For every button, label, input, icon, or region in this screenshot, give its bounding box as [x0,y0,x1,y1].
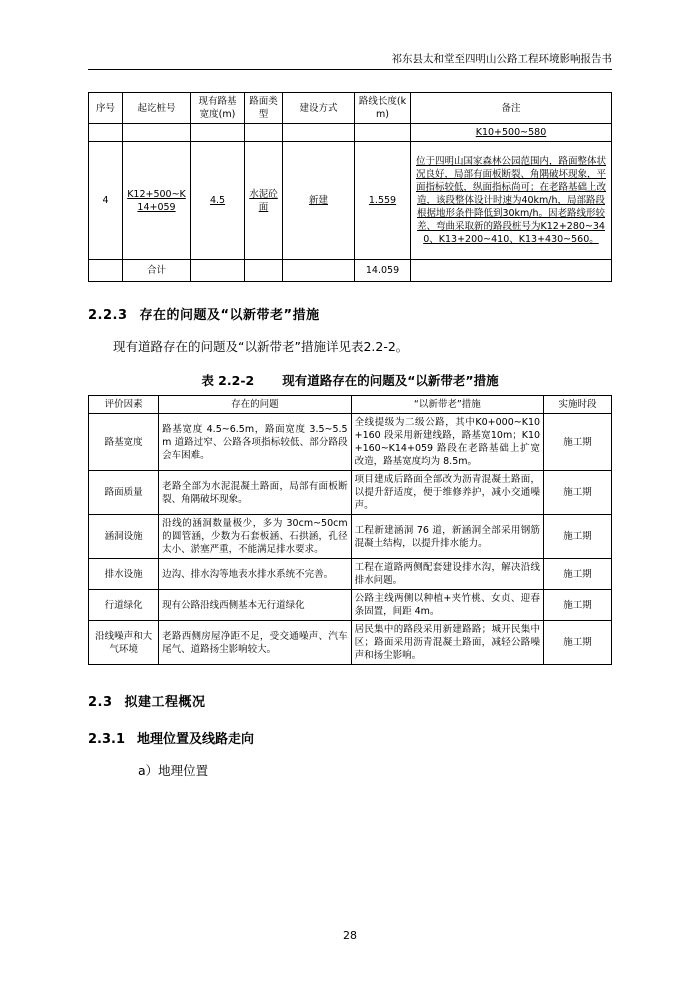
cell-total-length: 14.059 [355,260,411,282]
cell-note: 位于四明山国家森林公园范围内，路面整体状况良好，局部有面板断裂、角隅破坏现象，平面指标较低，纵面指标尚可；在老路基础上改造，该段整体设计时速为40km/h，局部路段根据地形条件降低到30km/h。因老路线形较差、弯曲采取新的路段桩号为K12+280~340、K13+200~410、K13+430~560。 [411,142,612,260]
cell-measure: 项目建成后路面全部改为沥青混凝土路面，以提升舒适度，便于维修养护，减小交通噪声。 [351,471,543,515]
table-row [89,93,612,124]
section-number-231: 2.3.1 [88,732,126,747]
cell-factor: 路基宽度 [89,414,159,471]
cell-measure: 工程在道路两侧配套建设排水沟，解决沿线排水问题。 [351,559,543,590]
cell-problem: 老路西侧房屋净距不足，受交通噪声、汽车尾气、道路扬尘影响较大。 [159,621,351,665]
cell-problem: 老路全部为水泥混凝土路面，局部有面板断裂、角隅破坏现象。 [159,471,351,515]
cell-period: 施工期 [544,515,612,559]
cell-no: 4 [89,142,123,260]
section-231-item-a: a）地理位置 [138,763,209,778]
cell-period: 施工期 [544,471,612,515]
col-header-surface: 路面类型 [245,93,283,124]
cell-empty [191,260,245,282]
note-continued: K10+500~580 [411,124,612,142]
col-header-stake: 起讫桩号 [123,93,191,124]
cell-measure: 居民集中的路段采用新建路路；城开民集中区；路面采用沥青混凝土路面，减轻公路噪声和扬尘影响。 [351,621,543,665]
table2-caption-title: 现有道路存在的问题及“以新带老”措施 [282,373,499,388]
spacer-cell [245,124,283,142]
cell-factor: 排水设施 [89,559,159,590]
cell-empty [411,260,612,282]
cell-problem: 现有公路沿线西侧基本无行道绿化 [159,590,351,621]
spacer-cell [355,124,411,142]
section-223-paragraph: 现有道路存在的问题及“以新带老”措施详见表2.2-2。 [113,339,409,354]
section-title-231: 地理位置及线路走向 [137,732,255,747]
col-header-mode: 建设方式 [283,93,355,124]
table-row-header [89,396,612,414]
cell-period: 施工期 [544,621,612,665]
section-heading-23 [88,691,612,710]
cell-total-label: 合计 [123,260,191,282]
cell-period: 施工期 [544,414,612,471]
spacer-cell [123,124,191,142]
section-number-223: 2.2.3 [88,308,128,323]
col-header-no: 序号 [89,93,123,124]
cell-stake: K12+500~K14+059 [123,142,191,260]
table-row-note [89,124,612,142]
table-row-total [89,260,612,282]
cell-length: 1.559 [355,142,411,260]
col-header-note: 备注 [411,93,612,124]
table-row [89,515,612,559]
table-row [89,471,612,515]
cell-surface: 水泥砼面 [245,142,283,260]
spacer-cell [191,124,245,142]
section-title-23: 拟建工程概况 [124,695,206,710]
cell-empty [283,260,355,282]
table-row [89,142,612,260]
section-heading-223 [88,304,612,323]
col-header-factor: 评价因素 [89,396,159,414]
section-number-23: 2.3 [88,695,113,710]
cell-factor: 路面质量 [89,471,159,515]
col-header-period: 实施时段 [544,396,612,414]
table-road-sections [88,92,612,282]
spacer-cell [283,124,355,142]
col-header-measure: “以新带老”措施 [351,396,543,414]
page-number: 28 [343,929,357,942]
cell-problem: 路基宽度 4.5~6.5m，路面宽度 3.5~5.5m 道路过窄、公路各项指标较低、部分路段会车困难。 [159,414,351,471]
col-header-problem: 存在的问题 [159,396,351,414]
cell-problem: 沿线的涵洞数量极少，多为 30cm~50cm 的圆管涵，少数为石套板涵、石拱涵，孔径太小、淤塞严重，不能满足排水要求。 [159,515,351,559]
cell-empty [89,260,123,282]
col-header-length: 路线长度(km) [355,93,411,124]
cell-period: 施工期 [544,590,612,621]
cell-measure: 全线提级为二级公路，其中K0+000~K10+160 段采用新建线路，路基宽10m；K10+160~K14+059 路段在老路基础上扩宽改造，路基宽度均为 8.5m。 [351,414,543,471]
table-problems-measures [88,395,612,665]
cell-measure: 工程新建涵洞 76 道，新涵洞全部采用钢筋混凝土结构，以提升排水能力。 [351,515,543,559]
running-title: 祁东县太和堂至四明山公路工程环境影响报告书 [391,53,612,65]
table-row [89,590,612,621]
cell-factor: 涵洞设施 [89,515,159,559]
cell-empty [245,260,283,282]
header-rule [88,69,612,70]
cell-factor: 行道绿化 [89,590,159,621]
cell-measure: 公路主线两侧以种植+夹竹桃、女贞、迎春条固置，间距 4m。 [351,590,543,621]
section-heading-231 [88,728,612,747]
table2-caption-number: 表 2.2-2 [201,373,255,388]
cell-width: 4.5 [191,142,245,260]
cell-period: 施工期 [544,559,612,590]
cell-factor: 沿线噪声和大气环境 [89,621,159,665]
table-row [89,621,612,665]
table-row [89,414,612,471]
page-header [88,0,612,70]
table-row [89,559,612,590]
spacer-cell [89,124,123,142]
table2-caption [88,371,612,389]
cell-problem: 边沟、排水沟等地表水排水系统不完善。 [159,559,351,590]
cell-mode: 新建 [283,142,355,260]
section-title-223: 存在的问题及“以新带老”措施 [139,308,320,323]
col-header-width: 现有路基宽度(m) [191,93,245,124]
